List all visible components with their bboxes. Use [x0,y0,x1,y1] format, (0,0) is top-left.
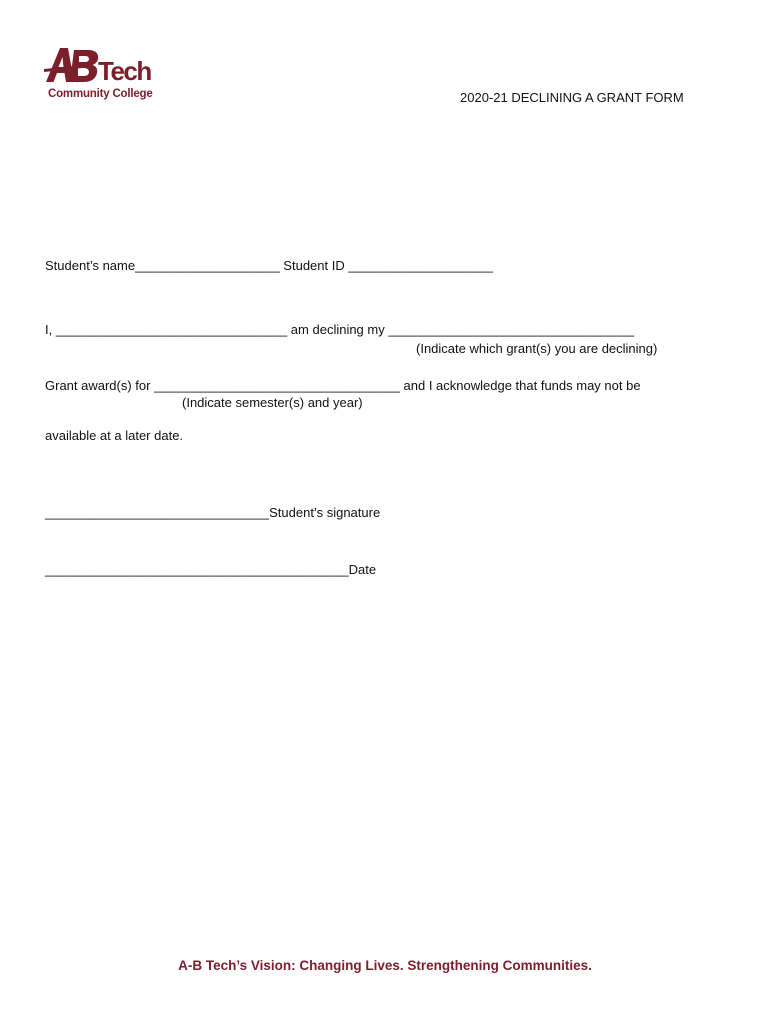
svg-text:Tech: Tech [98,56,151,84]
form-title: 2020-21 DECLINING A GRANT FORM [460,90,684,105]
ab-tech-logo-mark [44,44,156,84]
date-line: __________________________________________Date [45,562,377,577]
award-continuation: available at a later date. [45,428,184,443]
vision-footer: A-B Tech’s Vision: Changing Lives. Strengthening Communities. [178,958,592,973]
logo-subtitle: Community College [48,88,153,100]
award-line: Grant award(s) for __________________________________ and I acknowledge that funds may not be [45,378,641,393]
ab-tech-logo [44,44,156,104]
student-name-id-line: Student’s name____________________ Student ID ____________________ [45,258,493,273]
signature-line: _______________________________Student’s signature [45,505,381,520]
award-hint: (Indicate semester(s) and year) [182,395,363,410]
declining-hint: (Indicate which grant(s) you are declining) [416,341,658,356]
declining-line: I, ________________________________ am declining my __________________________________ [45,322,635,337]
